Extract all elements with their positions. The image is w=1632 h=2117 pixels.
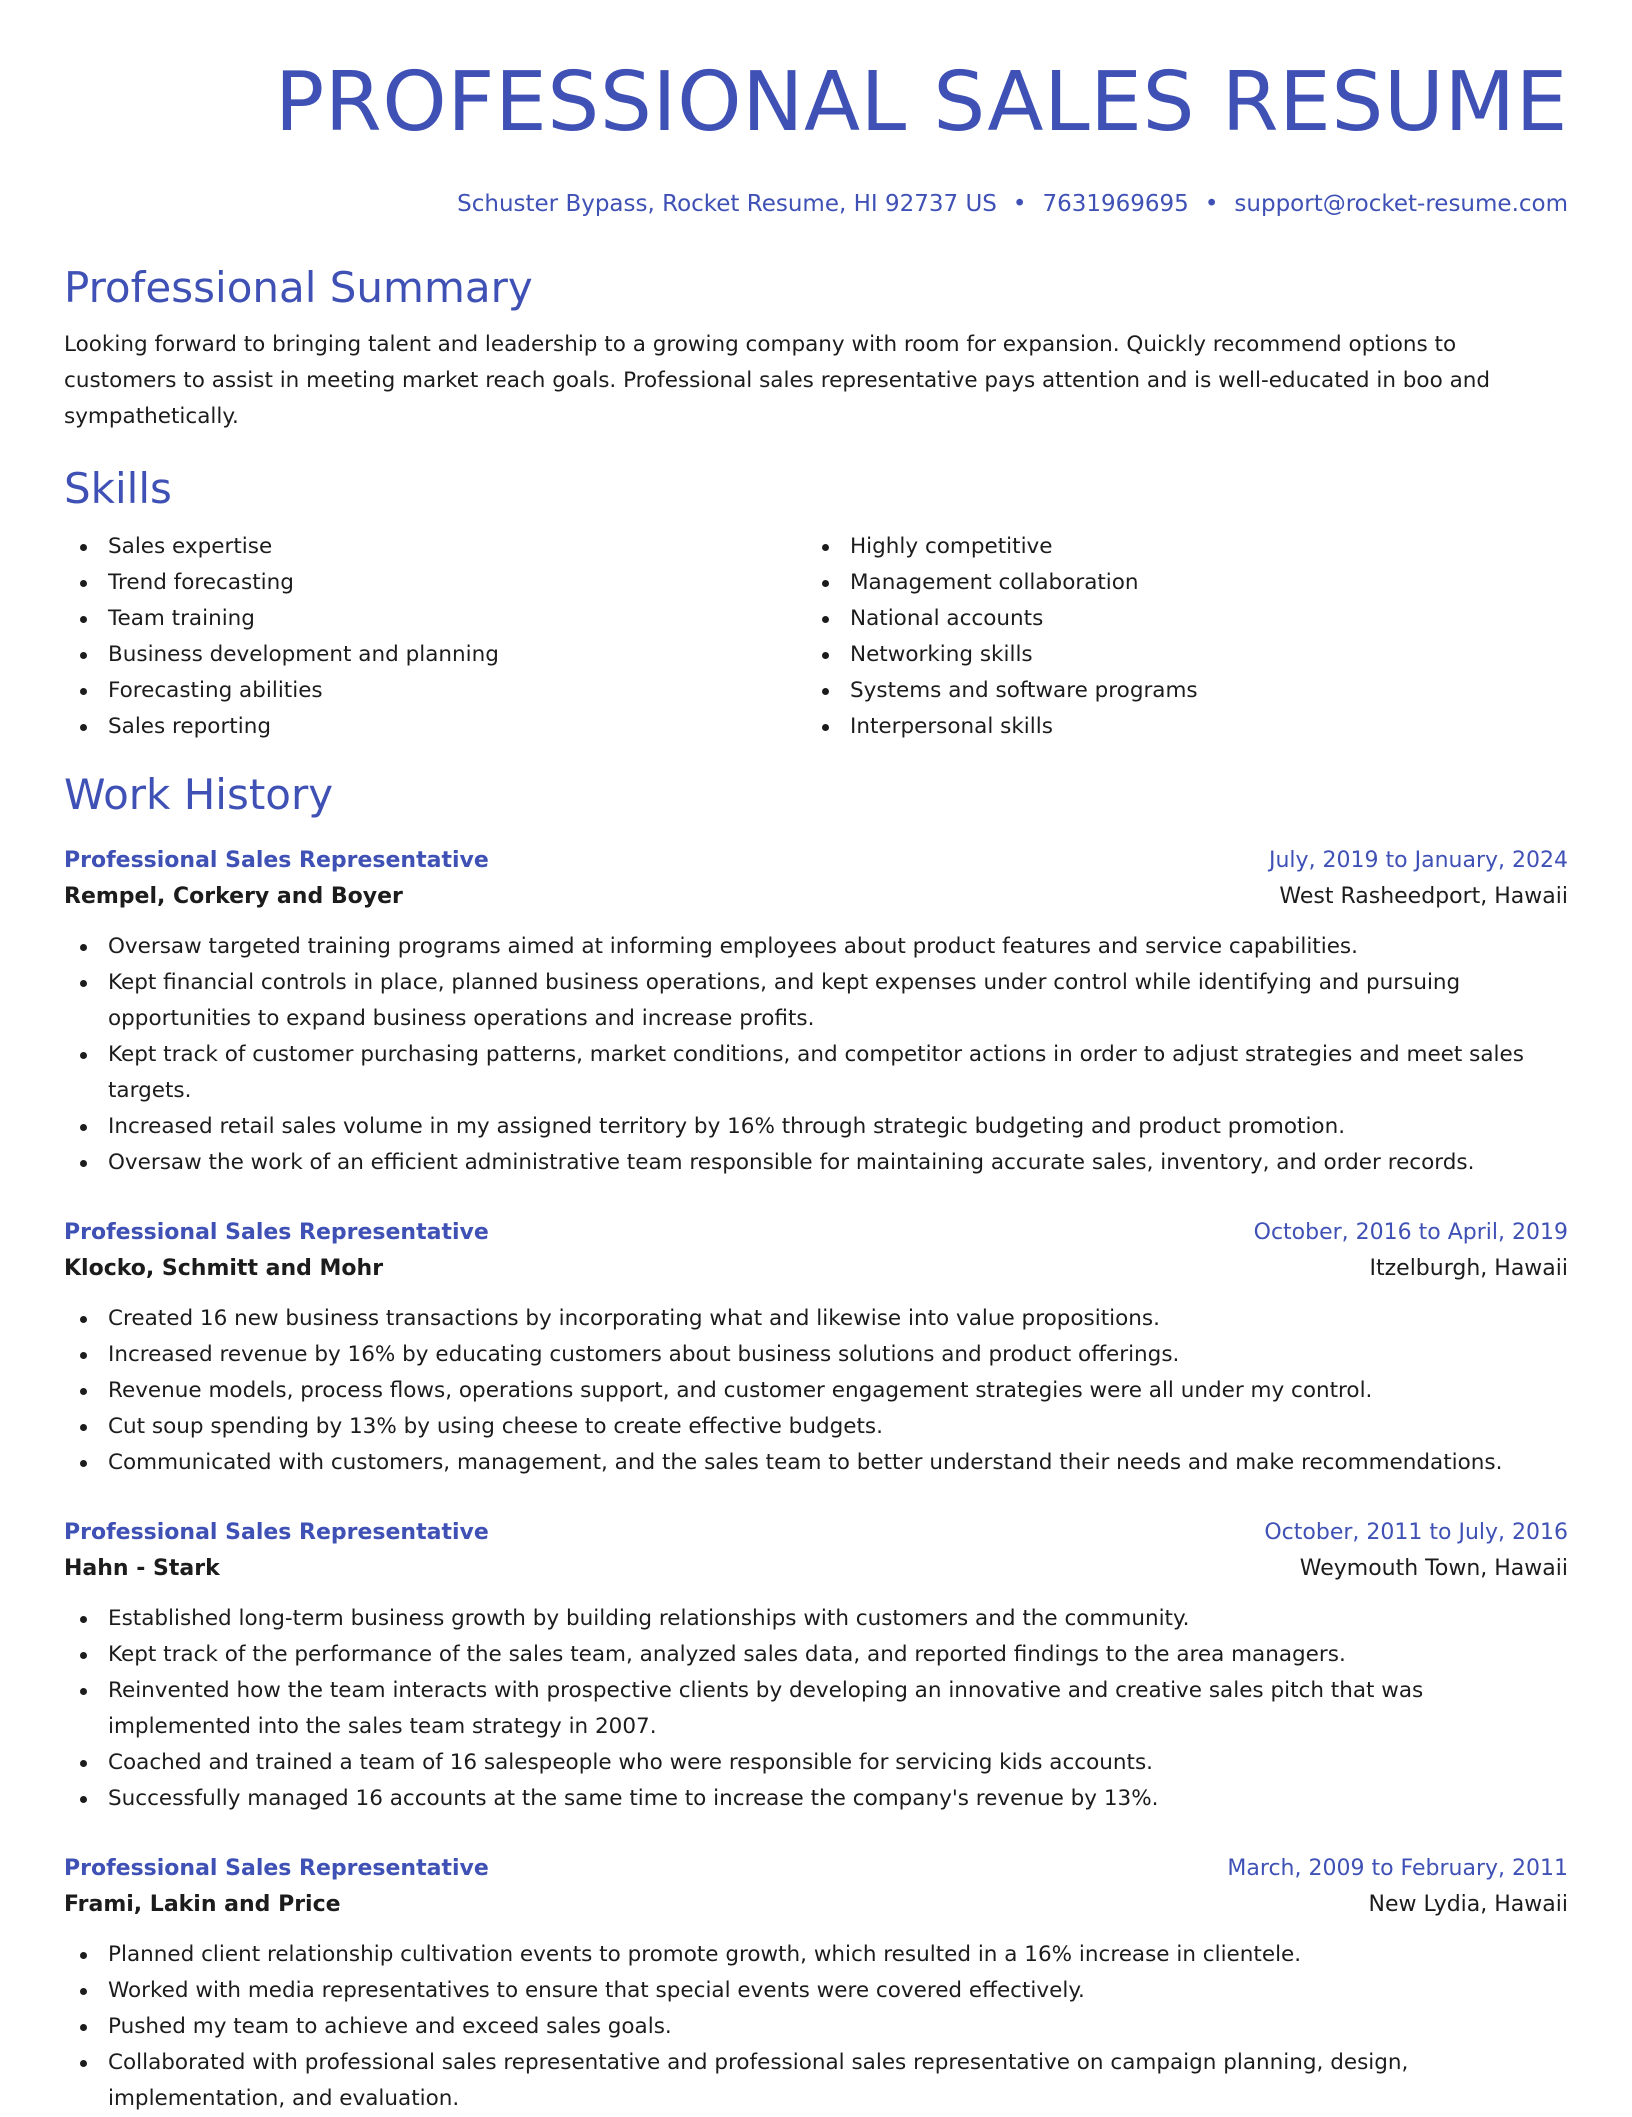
skills-heading: Skills: [64, 464, 172, 513]
job-location: Itzelburgh, Hawaii: [1369, 1256, 1568, 1281]
job-header: [64, 1515, 1568, 1551]
summary-heading: Professional Summary: [64, 263, 533, 312]
skill-item: Trend forecasting: [64, 565, 806, 601]
job-bullet: Coached and trained a team of 16 salespeople who were responsible for servicing kids accounts.: [64, 1745, 1568, 1781]
job-title: Professional Sales Representative: [64, 1220, 489, 1245]
job-dates: March, 2009 to February, 2011: [1227, 1856, 1568, 1881]
job-dates: October, 2016 to April, 2019: [1253, 1220, 1568, 1245]
job-header: [64, 1851, 1568, 1887]
contact-phone: 7631969695: [1042, 191, 1189, 217]
job-bullet: Kept financial controls in place, planned business operations, and kept expenses under control while identifying and pursuing opportunities to expand business operations and increase profits.: [64, 965, 1568, 1037]
contact-address: Schuster Bypass, Rocket Resume, HI 92737 US: [457, 191, 997, 217]
job-bullet: Reinvented how the team interacts with prospective clients by developing an innovative and creative sales pitch that was implemented into the sales team strategy in 2007.: [64, 1673, 1568, 1745]
job-header: [64, 843, 1568, 879]
job-title: Professional Sales Representative: [64, 848, 489, 873]
job-title: Professional Sales Representative: [64, 1856, 489, 1881]
skill-item: Networking skills: [806, 637, 1548, 673]
skills-list: [64, 529, 1568, 745]
job-location: Weymouth Town, Hawaii: [1299, 1556, 1568, 1581]
skill-item: Sales expertise: [64, 529, 806, 565]
job-company: Hahn - Stark: [64, 1556, 220, 1581]
job-bullet: Established long-term business growth by building relationships with customers and the community.: [64, 1601, 1568, 1637]
contact-email: support@rocket-resume.com: [1234, 191, 1568, 217]
job-header: [64, 1215, 1568, 1251]
job-subheader: [64, 879, 1568, 915]
job-bullets: [64, 929, 1568, 1181]
job-bullet: Kept track of the performance of the sales team, analyzed sales data, and reported findings to the area managers.: [64, 1637, 1568, 1673]
job-company: Rempel, Corkery and Boyer: [64, 884, 403, 909]
job-title: Professional Sales Representative: [64, 1520, 489, 1545]
job-bullet: Communicated with customers, management, and the sales team to better understand their needs and make recommendations.: [64, 1445, 1568, 1481]
job-entry: [64, 1515, 1568, 1817]
job-bullet: Collaborated with professional sales representative and professional sales representative on campaign planning, design, implementation, and evaluation.: [64, 2045, 1568, 2117]
job-bullet: Cut soup spending by 13% by using cheese to create effective budgets.: [64, 1409, 1568, 1445]
job-company: Klocko, Schmitt and Mohr: [64, 1256, 384, 1281]
skills-column-right: [806, 529, 1548, 745]
work-history-heading: Work History: [64, 770, 334, 819]
job-bullet: Revenue models, process flows, operations support, and customer engagement strategies were all under my control.: [64, 1373, 1568, 1409]
job-bullets: [64, 1301, 1568, 1481]
job-dates: October, 2011 to July, 2016: [1264, 1520, 1568, 1545]
skill-item: Business development and planning: [64, 637, 806, 673]
skill-item: Team training: [64, 601, 806, 637]
job-bullet: Worked with media representatives to ensure that special events were covered effectively.: [64, 1973, 1568, 2009]
skill-item: Highly competitive: [806, 529, 1548, 565]
job-bullets: [64, 1937, 1568, 2117]
job-bullet: Created 16 new business transactions by incorporating what and likewise into value propositions.: [64, 1301, 1568, 1337]
job-dates: July, 2019 to January, 2024: [1269, 848, 1568, 873]
job-bullet: Pushed my team to achieve and exceed sales goals.: [64, 2009, 1568, 2045]
skill-item: Forecasting abilities: [64, 673, 806, 709]
job-entry: [64, 1215, 1568, 1481]
job-location: West Rasheedport, Hawaii: [1279, 884, 1568, 909]
job-bullet: Increased revenue by 16% by educating customers about business solutions and product offerings.: [64, 1337, 1568, 1373]
skills-column-left: [64, 529, 806, 745]
separator-dot: •: [1012, 191, 1027, 217]
job-bullet: Increased retail sales volume in my assigned territory by 16% through strategic budgeting and product promotion.: [64, 1109, 1568, 1145]
job-subheader: [64, 1251, 1568, 1287]
skill-item: Sales reporting: [64, 709, 806, 745]
skill-item: Interpersonal skills: [806, 709, 1548, 745]
job-bullet: Successfully managed 16 accounts at the same time to increase the company's revenue by 13%.: [64, 1781, 1568, 1817]
job-entry: [64, 1851, 1568, 2117]
skill-item: Management collaboration: [806, 565, 1548, 601]
resume-title: PROFESSIONAL SALES RESUME: [274, 55, 1568, 150]
job-entry: [64, 843, 1568, 1181]
job-subheader: [64, 1551, 1568, 1587]
contact-line: [64, 190, 1568, 218]
job-bullets: [64, 1601, 1568, 1817]
summary-text: Looking forward to bringing talent and leadership to a growing company with room for expansion. Quickly recommend options to customers to assist in meeting market reach goals. Professional sales representative pays attention and is well-educated in boo and sympathetically.: [64, 332, 1491, 429]
separator-dot: •: [1204, 191, 1219, 217]
job-location: New Lydia, Hawaii: [1368, 1892, 1568, 1917]
job-bullet: Planned client relationship cultivation events to promote growth, which resulted in a 16% increase in clientele.: [64, 1937, 1568, 1973]
job-company: Frami, Lakin and Price: [64, 1892, 341, 1917]
resume-page: [64, 0, 1568, 2117]
skill-item: Systems and software programs: [806, 673, 1548, 709]
job-bullet: Oversaw the work of an efficient administrative team responsible for maintaining accurate sales, inventory, and order records.: [64, 1145, 1568, 1181]
job-bullet: Oversaw targeted training programs aimed at informing employees about product features and service capabilities.: [64, 929, 1568, 965]
job-bullet: Kept track of customer purchasing patterns, market conditions, and competitor actions in order to adjust strategies and meet sales targets.: [64, 1037, 1568, 1109]
skill-item: National accounts: [806, 601, 1548, 637]
job-subheader: [64, 1887, 1568, 1923]
